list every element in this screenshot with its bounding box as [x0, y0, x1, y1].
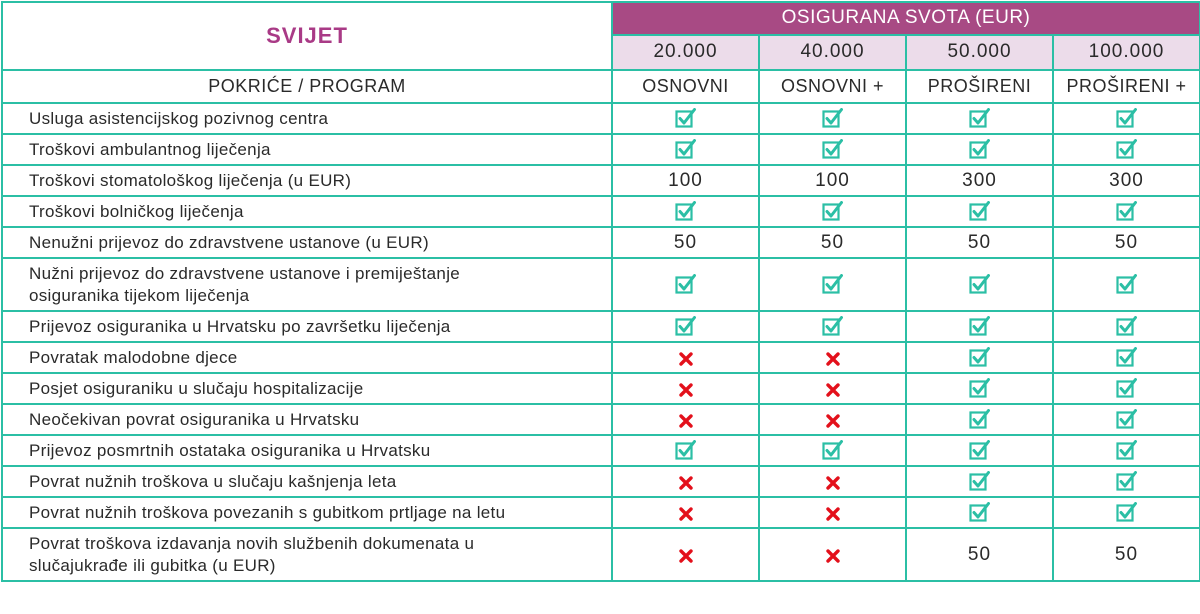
check-icon	[822, 274, 843, 294]
check-icon	[1116, 440, 1137, 460]
cell-included	[906, 404, 1053, 435]
coverage-label-text: Nužni prijevoz do zdravstvene ustanove i premiještanje	[29, 263, 461, 283]
cell-value: 50	[1053, 227, 1200, 258]
check-icon	[1116, 502, 1137, 522]
check-icon	[969, 440, 990, 460]
cross-icon	[679, 474, 693, 488]
cell-included	[612, 196, 759, 227]
cell-included	[1053, 373, 1200, 404]
cell-excluded	[612, 466, 759, 497]
table-row	[2, 342, 1200, 373]
cell-included	[1053, 466, 1200, 497]
cross-icon	[826, 505, 840, 519]
cross-icon	[679, 505, 693, 519]
check-icon	[969, 409, 990, 429]
table-row	[2, 466, 1200, 497]
region-title: SVIJET	[2, 2, 612, 70]
cell-excluded	[759, 404, 906, 435]
cell-included	[1053, 435, 1200, 466]
cell-excluded	[759, 528, 906, 581]
table-row	[2, 134, 1200, 165]
cell-excluded	[759, 466, 906, 497]
cell-excluded	[612, 528, 759, 581]
cell-excluded	[759, 342, 906, 373]
coverage-label-text: Troškovi ambulantnog liječenja	[29, 139, 271, 159]
coverage-label	[2, 103, 612, 134]
coverage-label	[2, 134, 612, 165]
coverage-label-text: Neočekivan povrat osiguranika u Hrvatsku	[29, 409, 360, 429]
table-row	[2, 528, 1200, 581]
cell-included	[1053, 311, 1200, 342]
cell-value: 50	[612, 227, 759, 258]
check-icon	[969, 378, 990, 398]
check-icon	[675, 108, 696, 128]
cell-included	[759, 134, 906, 165]
cell-value: 100	[759, 165, 906, 196]
coverage-label-text: Nenužni prijevoz do zdravstvene ustanove (u EUR)	[29, 232, 429, 252]
check-icon	[969, 502, 990, 522]
cell-included	[906, 196, 1053, 227]
program-header: PROŠIRENI	[906, 70, 1053, 103]
coverage-label	[2, 258, 612, 311]
check-icon	[969, 139, 990, 159]
check-icon	[969, 316, 990, 336]
table-row	[2, 373, 1200, 404]
cross-icon	[679, 547, 693, 561]
cross-icon	[826, 474, 840, 488]
cell-included	[906, 134, 1053, 165]
check-icon	[675, 440, 696, 460]
cell-included	[759, 103, 906, 134]
check-icon	[675, 139, 696, 159]
cell-included	[612, 103, 759, 134]
program-header: OSNOVNI +	[759, 70, 906, 103]
table-row	[2, 435, 1200, 466]
cell-included	[906, 373, 1053, 404]
cell-value: 50	[906, 528, 1053, 581]
cell-value: 50	[906, 227, 1053, 258]
coverage-label-text: Povratak malodobne djece	[29, 347, 238, 367]
cell-included	[759, 435, 906, 466]
table-row	[2, 497, 1200, 528]
table-row	[2, 404, 1200, 435]
amount-header: 50.000	[906, 35, 1053, 70]
coverage-label-text: Povrat nužnih troškova povezanih s gubitkom prtljage na letu	[29, 502, 506, 522]
coverage-label	[2, 435, 612, 466]
cell-excluded	[612, 404, 759, 435]
coverage-label-text: Troškovi stomatološkog liječenja (u EUR)	[29, 170, 352, 190]
program-header: OSNOVNI	[612, 70, 759, 103]
cell-excluded	[612, 497, 759, 528]
cell-value: 50	[759, 227, 906, 258]
check-icon	[822, 201, 843, 221]
cell-included	[906, 497, 1053, 528]
cell-excluded	[612, 373, 759, 404]
cell-included	[612, 134, 759, 165]
check-icon	[1116, 139, 1137, 159]
cell-included	[1053, 103, 1200, 134]
cell-included	[1053, 497, 1200, 528]
cross-icon	[826, 350, 840, 364]
cell-included	[906, 311, 1053, 342]
check-icon	[969, 108, 990, 128]
check-icon	[969, 274, 990, 294]
table-row	[2, 227, 1200, 258]
cell-included	[1053, 342, 1200, 373]
coverage-label-text: Prijevoz posmrtnih ostataka osiguranika u Hrvatsku	[29, 440, 431, 460]
table-row	[2, 165, 1200, 196]
check-icon	[969, 347, 990, 367]
table-row	[2, 258, 1200, 311]
check-icon	[675, 316, 696, 336]
coverage-label	[2, 528, 612, 581]
cell-included	[1053, 404, 1200, 435]
coverage-label	[2, 497, 612, 528]
check-icon	[822, 139, 843, 159]
cell-included	[612, 435, 759, 466]
check-icon	[1116, 108, 1137, 128]
cell-excluded	[759, 497, 906, 528]
cross-icon	[679, 381, 693, 395]
cell-included	[906, 435, 1053, 466]
check-icon	[1116, 471, 1137, 491]
cross-icon	[826, 547, 840, 561]
check-icon	[1116, 409, 1137, 429]
coverage-label-text: Troškovi bolničkog liječenja	[29, 201, 244, 221]
insured-sum-header: OSIGURANA SVOTA (EUR)	[612, 2, 1200, 35]
amount-header: 40.000	[759, 35, 906, 70]
cell-included	[759, 311, 906, 342]
coverage-label	[2, 466, 612, 497]
cell-included	[906, 466, 1053, 497]
program-header: PROŠIRENI +	[1053, 70, 1200, 103]
cell-included	[612, 258, 759, 311]
amount-header: 20.000	[612, 35, 759, 70]
table-row	[2, 311, 1200, 342]
cell-included	[759, 196, 906, 227]
coverage-rows	[2, 103, 1200, 581]
cross-icon	[826, 381, 840, 395]
cell-included	[906, 342, 1053, 373]
coverage-label-text: osiguranika tijekom liječenja	[29, 285, 250, 305]
coverage-label	[2, 165, 612, 196]
cell-excluded	[612, 342, 759, 373]
coverage-label	[2, 196, 612, 227]
cell-value: 100	[612, 165, 759, 196]
coverage-label	[2, 404, 612, 435]
check-icon	[822, 316, 843, 336]
check-icon	[675, 274, 696, 294]
coverage-label-text: slučajukrađe ili gubitka (u EUR)	[29, 555, 276, 575]
check-icon	[1116, 378, 1137, 398]
check-icon	[969, 471, 990, 491]
coverage-label	[2, 311, 612, 342]
cell-included	[1053, 196, 1200, 227]
coverage-label-text: Posjet osiguraniku u slučaju hospitalizacije	[29, 378, 364, 398]
check-icon	[1116, 316, 1137, 336]
cell-included	[906, 103, 1053, 134]
coverage-label	[2, 373, 612, 404]
check-icon	[969, 201, 990, 221]
cell-value: 300	[1053, 165, 1200, 196]
check-icon	[1116, 274, 1137, 294]
table-row	[2, 103, 1200, 134]
cell-excluded	[759, 373, 906, 404]
cell-value: 50	[1053, 528, 1200, 581]
table-row	[2, 196, 1200, 227]
cross-icon	[679, 412, 693, 426]
cell-included	[1053, 134, 1200, 165]
coverage-label-text: Povrat troškova izdavanja novih službenih dokumenata u	[29, 533, 475, 553]
check-icon	[1116, 201, 1137, 221]
coverage-label	[2, 342, 612, 373]
coverage-label	[2, 227, 612, 258]
check-icon	[822, 440, 843, 460]
coverage-program-header: POKRIĆE / PROGRAM	[2, 70, 612, 103]
cross-icon	[679, 350, 693, 364]
cell-included	[1053, 258, 1200, 311]
cell-included	[906, 258, 1053, 311]
cell-included	[612, 311, 759, 342]
cell-included	[759, 258, 906, 311]
coverage-label-text: Usluga asistencijskog pozivnog centra	[29, 108, 329, 128]
coverage-label-text: Povrat nužnih troškova u slučaju kašnjenja leta	[29, 471, 397, 491]
cross-icon	[826, 412, 840, 426]
check-icon	[1116, 347, 1137, 367]
check-icon	[822, 108, 843, 128]
cell-value: 300	[906, 165, 1053, 196]
coverage-table	[1, 1, 1200, 582]
coverage-label-text: Prijevoz osiguranika u Hrvatsku po završetku liječenja	[29, 316, 451, 336]
amount-header: 100.000	[1053, 35, 1200, 70]
check-icon	[675, 201, 696, 221]
